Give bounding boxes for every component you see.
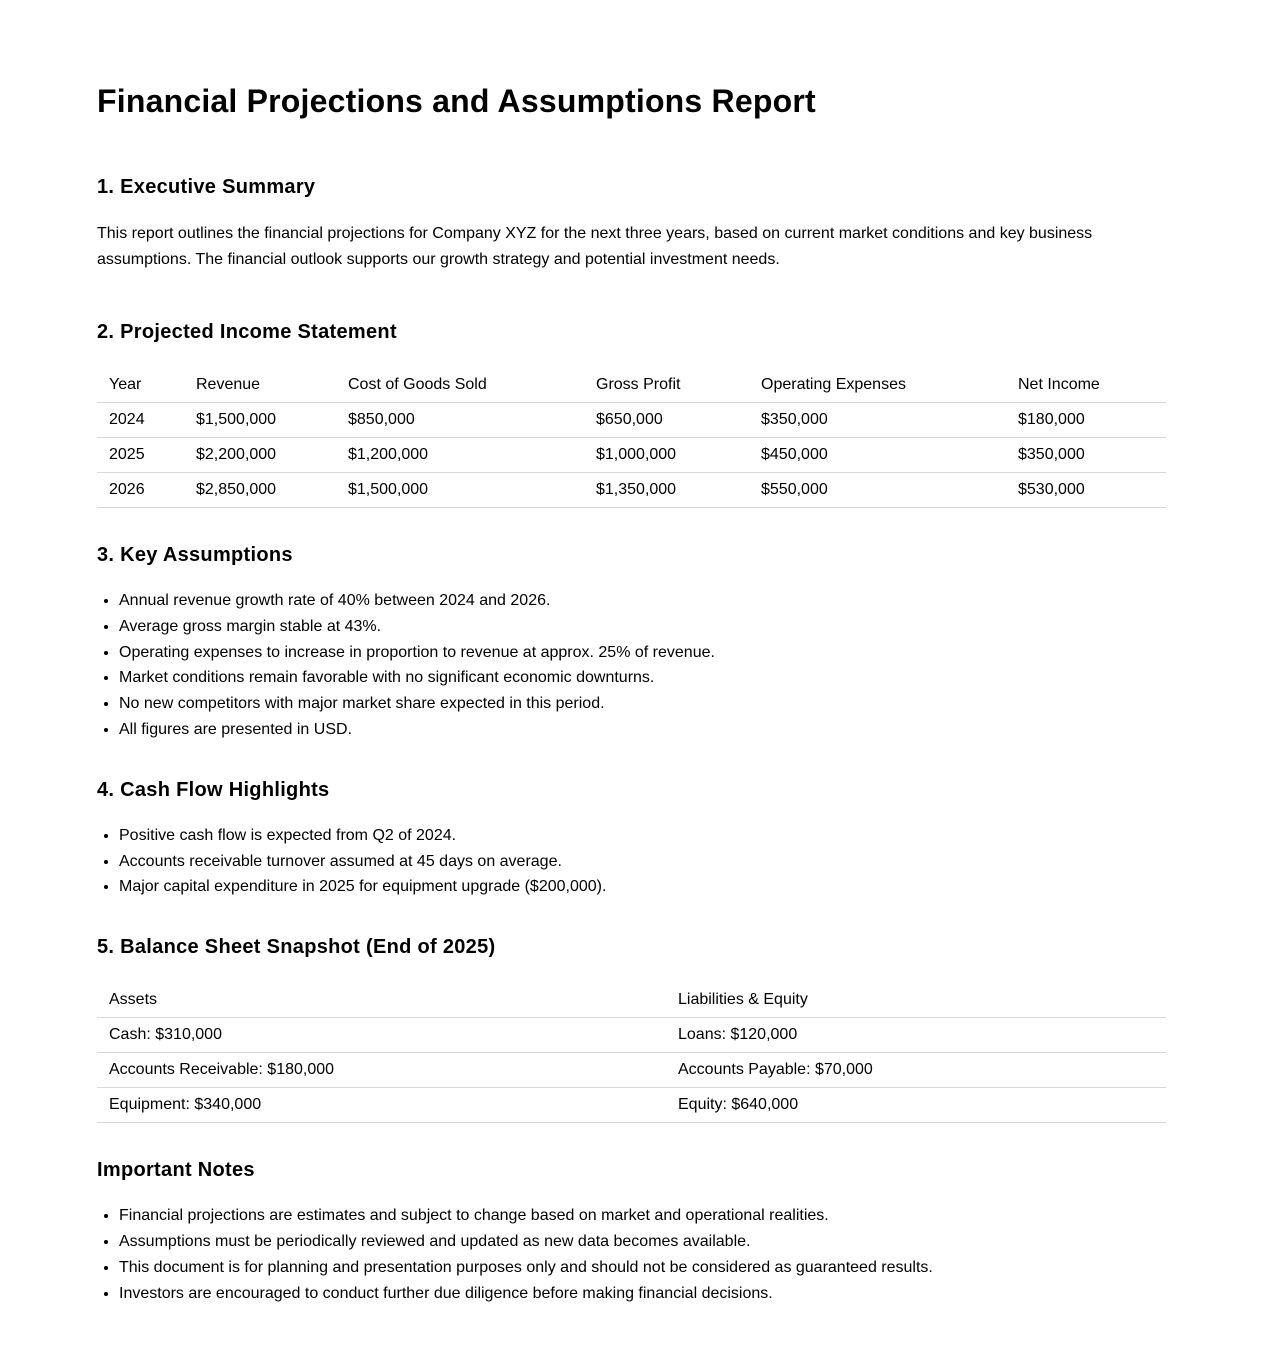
executive-summary-section [97,174,1166,273]
column-header: Liabilities & Equity [666,982,1166,1018]
table-cell: Loans: $120,000 [666,1018,1166,1053]
table-cell: $2,200,000 [184,438,336,473]
list-item: • Investors are encouraged to conduct further due diligence before making financial decisions. [119,1281,1166,1307]
balance-sheet-heading: 5. Balance Sheet Snapshot (End of 2025) [97,936,496,959]
column-header: Year [97,367,184,403]
table-cell: $350,000 [749,403,1006,438]
table-cell: Cash: $310,000 [97,1018,666,1053]
column-header: Gross Profit [584,367,749,403]
table-row [97,1018,1166,1053]
table-cell: Accounts Payable: $70,000 [666,1053,1166,1088]
table-cell: 2024 [97,403,184,438]
key-assumptions-list [97,588,1166,743]
list-item: • Average gross margin stable at 43%. [119,614,1166,640]
table-cell: Accounts Receivable: $180,000 [97,1053,666,1088]
table-cell: $1,350,000 [584,473,749,508]
balance-sheet-table [97,982,1166,1123]
key-assumptions-section [97,542,1166,743]
income-statement-section [97,319,1166,508]
table-cell: $530,000 [1006,473,1166,508]
list-item: • Assumptions must be periodically reviewed and updated as new data becomes available. [119,1229,1166,1255]
list-item: • Positive cash flow is expected from Q2 of 2024. [119,823,1166,849]
list-item: • This document is for planning and presentation purposes only and should not be considered as guaranteed results. [119,1255,1166,1281]
table-row [97,403,1166,438]
cash-flow-heading: 4. Cash Flow Highlights [97,778,330,801]
column-header: Operating Expenses [749,367,1006,403]
important-notes-section [97,1157,1166,1306]
important-notes-list [97,1203,1166,1306]
table-cell: Equity: $640,000 [666,1088,1166,1123]
table-cell: $1,000,000 [584,438,749,473]
table-row [97,1088,1166,1123]
column-header: Revenue [184,367,336,403]
table-cell: $550,000 [749,473,1006,508]
balance-sheet-section [97,934,1166,1123]
key-assumptions-heading: 3. Key Assumptions [97,544,293,566]
list-item: • Financial projections are estimates and subject to change based on market and operational realities. [119,1203,1166,1229]
table-cell: $2,850,000 [184,473,336,508]
list-item: • Annual revenue growth rate of 40% between 2024 and 2026. [119,588,1166,614]
executive-summary-text: This report outlines the financial projections for Company XYZ for the next three years, based on current market conditions and key business assumptions. The financial outlook supports our growth strategy and potential investment needs. [97,225,1093,268]
income-statement-table [97,367,1166,508]
cash-flow-list [97,823,1166,900]
page-title: Financial Projections and Assumptions Report [97,83,816,119]
table-cell: 2026 [97,473,184,508]
important-notes-heading: Important Notes [97,1159,255,1182]
table-cell: $1,500,000 [184,403,336,438]
table-cell: $350,000 [1006,438,1166,473]
column-header: Cost of Goods Sold [336,367,584,403]
income-statement-heading: 2. Projected Income Statement [97,321,397,343]
table-header-row [97,982,1166,1018]
table-cell: 2025 [97,438,184,473]
table-cell: $650,000 [584,403,749,438]
list-item: • Accounts receivable turnover assumed at 45 days on average. [119,849,1166,875]
executive-summary-heading: 1. Executive Summary [97,176,316,198]
table-cell: $180,000 [1006,403,1166,438]
table-row [97,473,1166,508]
list-item: • Major capital expenditure in 2025 for equipment upgrade ($200,000). [119,874,1166,900]
table-cell: $850,000 [336,403,584,438]
table-cell: $1,500,000 [336,473,584,508]
list-item: • Market conditions remain favorable with no significant economic downturns. [119,665,1166,691]
list-item: • Operating expenses to increase in proportion to revenue at approx. 25% of revenue. [119,640,1166,666]
table-row [97,1053,1166,1088]
table-header-row [97,367,1166,403]
table-row [97,438,1166,473]
column-header: Assets [97,982,666,1018]
list-item: • All figures are presented in USD. [119,717,1166,743]
table-cell: $1,200,000 [336,438,584,473]
cash-flow-section [97,777,1166,900]
list-item: • No new competitors with major market share expected in this period. [119,691,1166,717]
table-cell: Equipment: $340,000 [97,1088,666,1123]
column-header: Net Income [1006,367,1166,403]
table-cell: $450,000 [749,438,1006,473]
